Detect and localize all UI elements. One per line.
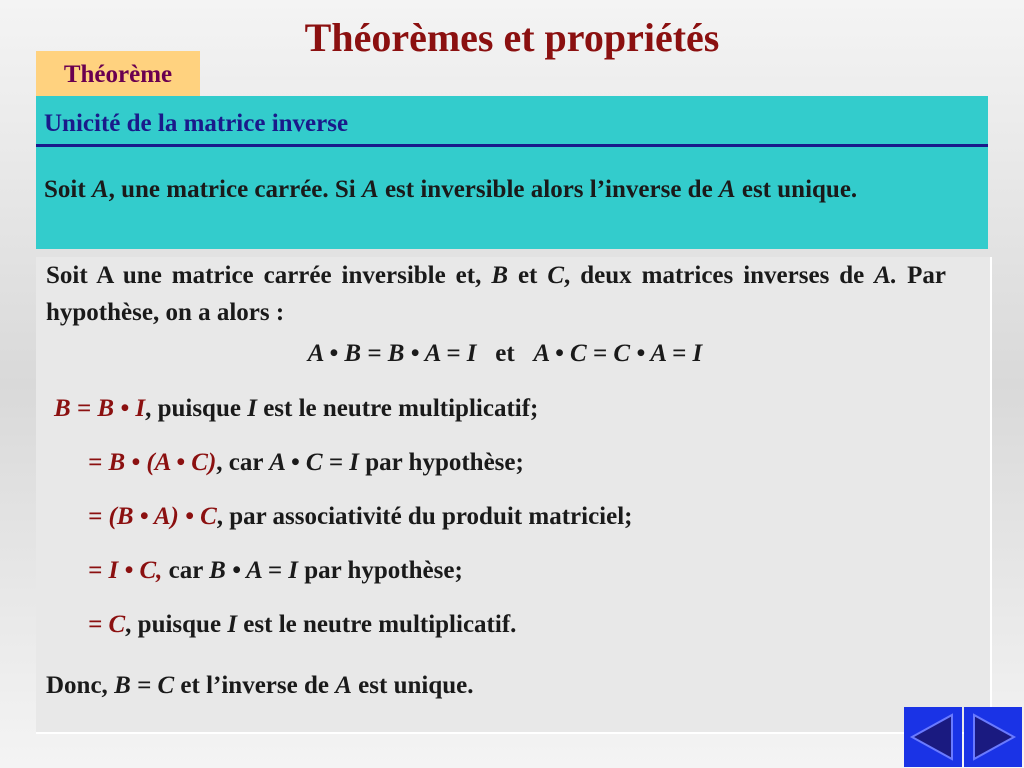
theorem-tag: Théorème	[36, 51, 200, 98]
theorem-box	[36, 96, 988, 249]
proof-step-1: B = B • I, puisque I est le neutre multiplicatif;	[54, 395, 539, 422]
theorem-name: Unicité de la matrice inverse	[44, 110, 349, 137]
triangle-left-icon	[904, 707, 962, 767]
proof-step-2: = B • (A • C), car A • C = I par hypothèse;	[88, 449, 524, 476]
hypothesis-equation: A • B = B • A = I et A • C = C • A = I	[307, 340, 703, 367]
previous-slide-button[interactable]	[904, 707, 962, 767]
page-title: Théorèmes et propriétés	[304, 15, 720, 60]
triangle-right-icon	[964, 707, 1022, 767]
proof-step-3: = (B • A) • C, par associativité du produit matriciel;	[88, 503, 633, 530]
proof-intro: Soit A une matrice carrée inversible et, B et C, deux matrices inverses de A. Par hypothèse, on a alors :	[46, 262, 947, 326]
proof-step-4: = I • C, car B • A = I par hypothèse;	[88, 557, 463, 584]
proof-step-5: = C, puisque I est le neutre multiplicatif.	[88, 611, 517, 638]
proof-conclusion: Donc, B = C et l’inverse de A est unique.	[46, 672, 474, 699]
theorem-statement: Soit A, une matrice carrée. Si A est inversible alors l’inverse de A est unique.	[44, 176, 858, 203]
proof-box	[36, 257, 992, 734]
theorem-separator	[36, 144, 988, 147]
next-slide-button[interactable]	[964, 707, 1022, 767]
